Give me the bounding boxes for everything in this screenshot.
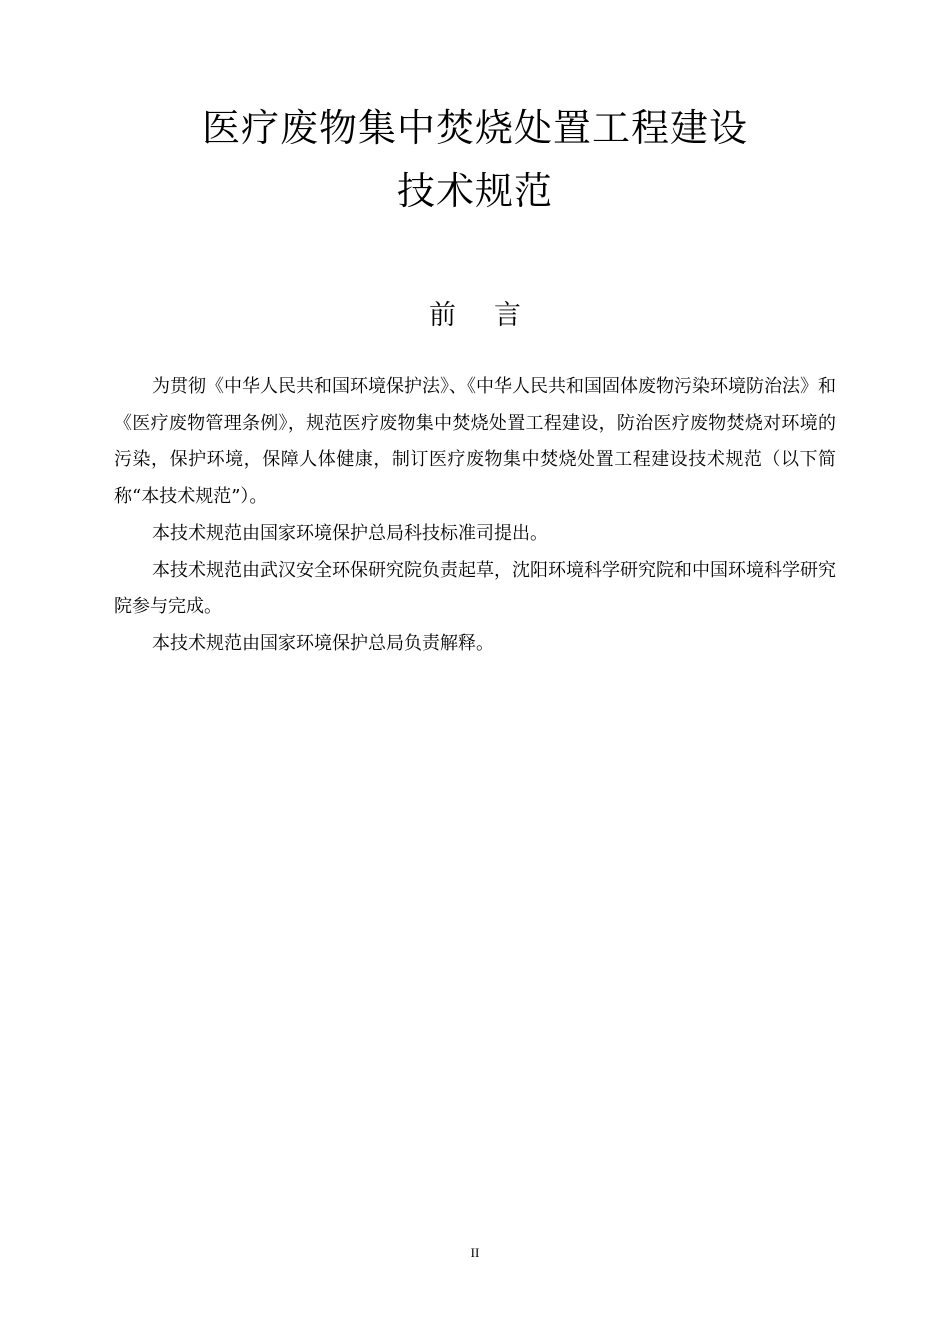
- foreword-paragraph-drafters: 本技术规范由武汉安全环保研究院负责起草，沈阳环境科学研究院和中国环境科学研究院参与完成。: [114, 559, 836, 618]
- document-title-line-2: 技术规范: [396, 169, 553, 213]
- foreword-heading-char-1: 前: [429, 300, 456, 331]
- foreword-paragraph-proposer: 本技术规范由国家环境保护总局科技标准司提出。: [152, 522, 548, 544]
- foreword-body: [114, 369, 836, 663]
- foreword-paragraph-purpose: 为贯彻《中华人民共和国环境保护法》、《中华人民共和国固体废物污染环境防治法》和《医疗废物管理条例》，规范医疗废物集中焚烧处置工程建设，防治医疗废物焚烧对环境的污染，保护环境，保障人体健康，制订医疗废物集中焚烧处置工程建设技术规范（以下简称“本技术规范”）。: [114, 376, 836, 508]
- document-title-line-1: 医疗废物集中焚烧处置工程建设: [201, 106, 748, 150]
- foreword-heading: [0, 296, 950, 336]
- page-number: II: [470, 1245, 480, 1260]
- foreword-paragraph-interpretation: 本技术规范由国家环境保护总局负责解释。: [152, 632, 494, 654]
- foreword-heading-char-2: 言: [494, 300, 521, 331]
